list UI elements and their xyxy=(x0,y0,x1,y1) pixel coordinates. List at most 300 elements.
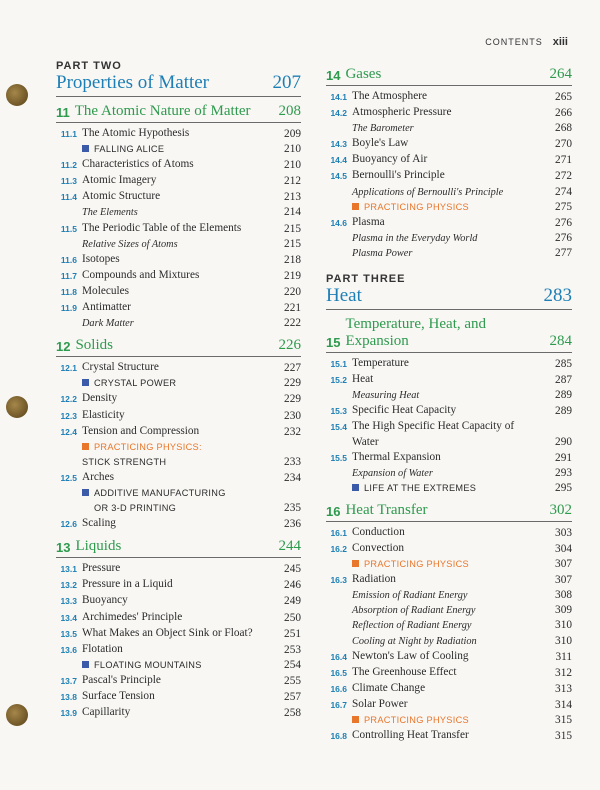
entry-page: 235 xyxy=(284,502,301,515)
entry-title: Tension and Compression xyxy=(82,424,200,437)
section-number: 16.1 xyxy=(330,527,347,538)
entry-text-wrap xyxy=(82,221,267,237)
entry-title: LIFE AT THE EXTREMES xyxy=(364,482,477,493)
toc-section-entry[interactable] xyxy=(56,689,301,705)
entry-title: Convection xyxy=(352,541,405,554)
toc-feature-box-entry[interactable] xyxy=(326,481,572,496)
toc-section-entry[interactable] xyxy=(56,157,301,173)
entry-text-wrap xyxy=(352,105,538,121)
section-number xyxy=(326,603,352,618)
entry-page: 209 xyxy=(284,128,301,140)
toc-feature-box-entry[interactable] xyxy=(56,376,301,391)
chapter-heading[interactable] xyxy=(326,66,572,86)
chapter-title: Heat Transfer xyxy=(345,501,428,518)
entry-title: Radiation xyxy=(352,573,396,586)
toc-section-entry[interactable] xyxy=(56,577,301,593)
square-bullet-icon xyxy=(82,145,89,152)
entry-page: 215 xyxy=(284,237,301,250)
toc-section-entry[interactable] xyxy=(326,372,572,388)
entry-text-wrap xyxy=(82,252,267,268)
entry-title: Buoyancy xyxy=(82,594,128,607)
entry-page: 214 xyxy=(284,206,301,219)
section-number: 12.3 xyxy=(60,410,77,421)
toc-section-entry[interactable] xyxy=(326,89,572,105)
entry-page: 227 xyxy=(284,362,301,375)
toc-section-entry[interactable] xyxy=(56,561,301,577)
toc-section-entry[interactable] xyxy=(326,136,572,152)
toc-subsection-entry[interactable] xyxy=(326,634,572,649)
entry-text-wrap xyxy=(352,557,538,572)
entry-text-wrap xyxy=(352,185,538,200)
section-number: 12.5 xyxy=(60,472,77,483)
section-number: 14.4 xyxy=(330,155,347,166)
entry-page: 313 xyxy=(555,682,572,695)
entry-page: 255 xyxy=(284,674,301,687)
toc-subsection-entry[interactable] xyxy=(326,603,572,618)
section-number: 13.3 xyxy=(60,596,77,607)
entry-text-wrap xyxy=(352,450,538,466)
section-number: 16.2 xyxy=(330,543,347,554)
entry-title: PRACTICING PHYSICS xyxy=(364,715,469,725)
binder-hole-bottom xyxy=(6,704,28,726)
section-number: 12.4 xyxy=(60,426,77,437)
toc-subsection-entry[interactable] xyxy=(326,121,572,136)
toc-subsection-entry[interactable] xyxy=(56,205,301,220)
square-bullet-icon xyxy=(352,203,359,210)
entry-text-wrap xyxy=(352,588,538,603)
toc-section-entry[interactable] xyxy=(56,610,301,626)
section-number: 16.8 xyxy=(330,731,347,742)
section-number: 15.5 xyxy=(330,452,347,463)
chapter-page: 264 xyxy=(549,66,572,82)
toc-section-entry[interactable] xyxy=(326,665,572,681)
toc-section-entry[interactable] xyxy=(56,626,301,642)
section-number xyxy=(56,205,82,220)
entry-page: 245 xyxy=(284,563,301,576)
entry-page: 293 xyxy=(555,466,572,479)
entry-text-wrap xyxy=(352,665,538,681)
entry-title: Relative Sizes of Atoms xyxy=(82,238,178,250)
entry-page: 277 xyxy=(555,246,572,259)
entry-title: Surface Tension xyxy=(82,690,155,702)
section-number: 11.7 xyxy=(60,270,77,281)
entry-title: CRYSTAL POWER xyxy=(94,378,177,389)
section-number xyxy=(56,376,82,391)
toc-feature-box-entry[interactable] xyxy=(56,142,301,157)
entry-title: Molecules xyxy=(82,284,130,297)
entry-page: 210 xyxy=(284,143,301,156)
entry-text-wrap xyxy=(82,360,267,376)
section-number: 16.7 xyxy=(330,699,347,710)
entry-page: 249 xyxy=(284,595,301,608)
entry-text-wrap xyxy=(82,561,267,577)
entry-page: 304 xyxy=(555,542,572,555)
entry-page: 274 xyxy=(555,185,572,198)
entry-title: Expansion of Water xyxy=(352,467,433,479)
part-page: 207 xyxy=(272,72,301,93)
chapter-title: Liquids xyxy=(75,538,122,555)
section-number: 16.3 xyxy=(330,575,347,586)
toc-feature-box-entry[interactable] xyxy=(56,658,301,673)
toc-section-entry[interactable] xyxy=(56,516,301,532)
section-number: 16.5 xyxy=(330,667,347,678)
entry-title-continued: STICK STRENGTH xyxy=(82,456,167,467)
toc-section-entry[interactable] xyxy=(56,424,301,440)
chapter-title: Solids xyxy=(75,337,113,354)
entry-text-wrap xyxy=(82,408,267,424)
entry-text-wrap xyxy=(82,705,267,721)
entry-text-wrap xyxy=(82,284,267,300)
toc-section-entry[interactable] xyxy=(56,284,301,300)
toc-practicing-physics-entry[interactable] xyxy=(56,440,301,470)
toc-section-entry[interactable] xyxy=(326,105,572,121)
section-number: 13.6 xyxy=(60,644,77,655)
entry-page: 310 xyxy=(555,634,572,647)
section-number: 11.3 xyxy=(60,176,77,187)
section-number: 11.9 xyxy=(60,303,77,314)
entry-text-wrap xyxy=(82,142,267,157)
entry-text-wrap xyxy=(82,689,267,705)
section-number xyxy=(56,440,82,470)
entry-text-wrap xyxy=(82,440,267,470)
toc-section-entry[interactable] xyxy=(326,356,572,372)
toc-section-entry[interactable] xyxy=(326,403,572,419)
toc-section-entry[interactable] xyxy=(326,572,572,588)
square-bullet-icon xyxy=(82,443,89,450)
entry-title: Antimatter xyxy=(82,301,131,314)
entry-page: 234 xyxy=(284,471,301,484)
part-heading xyxy=(326,285,572,310)
entry-page: 219 xyxy=(284,269,301,282)
entry-page: 266 xyxy=(555,107,572,120)
section-number xyxy=(326,588,352,603)
entry-text-wrap xyxy=(352,525,538,541)
section-number: 13.9 xyxy=(60,708,77,719)
entry-text-wrap xyxy=(82,237,267,252)
entry-text-wrap xyxy=(352,697,538,713)
entry-title: Dark Matter xyxy=(82,318,134,330)
toc-section-entry[interactable] xyxy=(56,126,301,142)
toc-subsection-entry[interactable] xyxy=(56,237,301,252)
left-chapters xyxy=(56,103,301,721)
section-number: 14.6 xyxy=(330,217,347,228)
entry-text-wrap xyxy=(352,372,538,388)
section-number xyxy=(326,634,352,649)
entry-text-wrap xyxy=(82,173,267,189)
toc-section-entry[interactable] xyxy=(326,215,572,231)
toc-section-entry[interactable] xyxy=(326,541,572,557)
entry-text-wrap xyxy=(352,541,538,557)
section-number: 11.5 xyxy=(60,223,77,234)
entry-text-wrap xyxy=(352,121,538,136)
toc-section-entry[interactable] xyxy=(326,697,572,713)
entry-title: Measuring Heat xyxy=(352,390,420,402)
toc-subsection-entry[interactable] xyxy=(326,588,572,603)
entry-title: Solar Power xyxy=(352,697,408,710)
section-number: 13.8 xyxy=(60,692,77,702)
toc-section-entry[interactable] xyxy=(56,173,301,189)
entry-title: PRACTICING PHYSICS xyxy=(364,201,469,212)
entry-text-wrap xyxy=(82,424,267,440)
entry-text-wrap xyxy=(82,658,267,673)
chapter-number: 13 xyxy=(56,540,71,556)
chapter-heading[interactable] xyxy=(56,103,301,123)
entry-text-wrap xyxy=(352,618,538,633)
running-header xyxy=(485,36,568,48)
section-number: 13.7 xyxy=(60,675,77,686)
entry-title: Plasma Power xyxy=(352,247,413,259)
toc-practicing-physics-entry[interactable] xyxy=(326,557,572,572)
entry-text-wrap xyxy=(82,673,267,689)
chapter-heading[interactable] xyxy=(326,502,572,522)
entry-text-wrap xyxy=(82,126,267,142)
entry-title: Pressure in a Liquid xyxy=(82,578,173,591)
section-number xyxy=(326,121,352,136)
entry-title: ADDITIVE MANUFACTURING xyxy=(94,487,226,498)
chapter-number: 11 xyxy=(56,105,70,120)
chapter-heading[interactable] xyxy=(56,337,301,357)
section-number xyxy=(56,658,82,673)
entry-title: The High Specific Heat Capacity of Water xyxy=(352,420,515,448)
entry-page: 210 xyxy=(284,159,301,172)
chapter-page: 244 xyxy=(278,538,301,555)
entry-text-wrap xyxy=(352,356,538,372)
section-number: 15.1 xyxy=(330,359,347,370)
left-column xyxy=(56,60,301,721)
entry-page: 236 xyxy=(284,518,301,531)
chapter-heading[interactable] xyxy=(326,316,572,353)
entry-page: 212 xyxy=(284,175,301,188)
entry-text-wrap xyxy=(82,626,267,642)
toc-section-entry[interactable] xyxy=(56,673,301,689)
section-number xyxy=(326,231,352,246)
entry-title: PRACTICING PHYSICS xyxy=(364,559,469,570)
section-number: 15.4 xyxy=(330,422,347,433)
entry-page: 250 xyxy=(284,611,301,624)
entry-page: 258 xyxy=(284,707,301,720)
chapter-title: Temperature, Heat, and Expansion xyxy=(345,316,487,350)
entry-page: 275 xyxy=(555,200,572,213)
section-number: 16.6 xyxy=(330,683,347,694)
section-number: 13.5 xyxy=(60,628,77,639)
section-number xyxy=(326,618,352,633)
chapter-title: The Atomic Nature of Matter xyxy=(74,103,251,119)
toc-section-entry[interactable] xyxy=(56,408,301,424)
section-number xyxy=(326,246,352,261)
toc-subsection-entry[interactable] xyxy=(326,231,572,246)
toc-section-entry[interactable] xyxy=(56,642,301,658)
toc-section-entry[interactable] xyxy=(326,681,572,697)
entry-text-wrap xyxy=(352,419,538,449)
toc-section-entry[interactable] xyxy=(56,189,301,205)
entry-page: 229 xyxy=(284,377,301,390)
entry-text-wrap xyxy=(352,713,538,728)
section-number: 15.3 xyxy=(330,406,347,417)
section-number: 11.6 xyxy=(60,254,77,265)
entry-title: Reflection of Radiant Energy xyxy=(352,620,472,632)
square-bullet-icon xyxy=(82,379,89,386)
section-number xyxy=(326,466,352,481)
entry-title: Plasma in the Everyday World xyxy=(352,232,478,244)
entry-title: PRACTICING PHYSICS: xyxy=(94,441,202,452)
toc-section-entry[interactable] xyxy=(56,705,301,721)
entry-title: Pascal's Principle xyxy=(82,673,161,686)
chapter-number: 12 xyxy=(56,339,71,355)
section-number xyxy=(326,200,352,215)
toc-section-entry[interactable] xyxy=(56,391,301,407)
entry-page: 215 xyxy=(284,222,301,235)
entry-text-wrap xyxy=(82,268,267,284)
entry-text-wrap xyxy=(352,634,538,649)
chapter-14 xyxy=(326,66,572,261)
entry-text-wrap xyxy=(82,157,267,173)
toc-practicing-physics-entry[interactable] xyxy=(326,200,572,215)
toc-section-entry[interactable] xyxy=(56,268,301,284)
entry-title: Atomic Imagery xyxy=(82,174,157,187)
entry-title-continued: OR 3-D PRINTING xyxy=(94,503,177,514)
entry-text-wrap xyxy=(82,610,267,626)
entry-text-wrap xyxy=(352,603,538,618)
square-bullet-icon xyxy=(352,484,359,491)
toc-section-entry[interactable] xyxy=(56,300,301,316)
square-bullet-icon xyxy=(82,489,89,496)
section-number: 13.2 xyxy=(60,580,77,591)
toc-section-entry[interactable] xyxy=(326,152,572,168)
entry-page: 312 xyxy=(555,666,572,679)
entry-text-wrap xyxy=(352,388,538,403)
toc-subsection-entry[interactable] xyxy=(56,316,301,331)
square-bullet-icon xyxy=(82,661,89,668)
section-number: 11.1 xyxy=(60,129,77,139)
toc-subsection-entry[interactable] xyxy=(326,388,572,403)
toc-section-entry[interactable] xyxy=(326,728,572,744)
section-number xyxy=(326,557,352,572)
toc-practicing-physics-entry[interactable] xyxy=(326,713,572,728)
chapter-16 xyxy=(326,502,572,744)
entry-title: Atmospheric Pressure xyxy=(352,106,452,119)
toc-section-entry[interactable] xyxy=(326,450,572,466)
chapter-page: 226 xyxy=(278,337,301,354)
entry-page: 290 xyxy=(555,435,572,448)
entry-page: 271 xyxy=(555,154,572,167)
toc-section-entry[interactable] xyxy=(326,649,572,665)
entry-title: The Elements xyxy=(82,207,138,219)
entry-text-wrap xyxy=(352,246,538,261)
entry-text-wrap xyxy=(352,200,538,215)
header-label: CONTENTS xyxy=(485,37,543,47)
header-page-number: xiii xyxy=(552,36,568,48)
chapter-heading[interactable] xyxy=(56,538,301,558)
entry-text-wrap xyxy=(352,152,538,168)
entry-page: 308 xyxy=(555,589,572,602)
section-number: 12.1 xyxy=(60,363,77,374)
entry-title: FLOATING MOUNTAINS xyxy=(94,659,202,670)
section-number: 13.1 xyxy=(60,564,77,575)
chapter-page: 284 xyxy=(549,333,572,350)
chapter-15 xyxy=(326,316,572,496)
entry-text-wrap xyxy=(352,215,538,231)
entry-page: 233 xyxy=(284,455,301,468)
toc-section-entry[interactable] xyxy=(326,168,572,184)
entry-text-wrap xyxy=(82,316,267,331)
toc-section-entry[interactable] xyxy=(56,360,301,376)
entry-text-wrap xyxy=(352,649,538,665)
entry-title: Isotopes xyxy=(82,252,120,265)
toc-section-entry[interactable] xyxy=(56,470,301,486)
toc-section-entry[interactable] xyxy=(326,419,572,449)
entry-title: Atomic Structure xyxy=(82,190,161,203)
binder-hole-middle xyxy=(6,396,28,418)
entry-text-wrap xyxy=(352,481,538,496)
toc-subsection-entry[interactable] xyxy=(326,618,572,633)
part-title: Heat xyxy=(326,285,362,307)
entry-text-wrap xyxy=(352,681,538,697)
entry-title: Flotation xyxy=(82,642,123,655)
entry-page: 310 xyxy=(555,619,572,632)
entry-page: 213 xyxy=(284,191,301,204)
entry-title: Absorption of Radiant Energy xyxy=(352,605,476,617)
section-number: 14.5 xyxy=(330,171,347,182)
part-label: PART THREE xyxy=(326,273,406,286)
entry-text-wrap xyxy=(82,391,267,407)
section-number: 12.2 xyxy=(60,394,77,405)
right-chapter-14 xyxy=(326,66,572,261)
entry-text-wrap xyxy=(82,189,267,205)
entry-page: 285 xyxy=(555,358,572,371)
entry-title: Heat xyxy=(352,373,374,386)
entry-page: 314 xyxy=(555,698,572,711)
section-number xyxy=(326,481,352,496)
entry-title: Density xyxy=(82,392,118,405)
chapter-12 xyxy=(56,337,301,532)
entry-title: Compounds and Mixtures xyxy=(82,268,200,281)
entry-text-wrap xyxy=(352,728,538,744)
entry-title: Crystal Structure xyxy=(82,361,159,374)
right-chapters xyxy=(326,316,572,744)
entry-title: Bernoulli's Principle xyxy=(352,169,445,182)
entry-title: The Greenhouse Effect xyxy=(352,665,457,678)
toc-subsection-entry[interactable] xyxy=(326,466,572,481)
part-page: 283 xyxy=(543,285,572,307)
entry-title: What Makes an Object Sink or Float? xyxy=(82,626,253,639)
entry-page: 276 xyxy=(555,216,572,229)
entry-page: 315 xyxy=(555,730,572,743)
right-column xyxy=(326,60,572,744)
toc-subsection-entry[interactable] xyxy=(326,246,572,261)
toc-section-entry[interactable] xyxy=(326,525,572,541)
entry-title: Controlling Heat Transfer xyxy=(352,729,469,742)
section-number xyxy=(56,237,82,252)
toc-feature-box-entry[interactable] xyxy=(56,486,301,516)
toc-section-entry[interactable] xyxy=(56,593,301,609)
entry-page: 251 xyxy=(284,627,301,640)
entry-text-wrap xyxy=(82,516,267,532)
entry-title: Arches xyxy=(82,470,114,483)
entry-page: 257 xyxy=(284,691,301,703)
section-number xyxy=(56,486,82,516)
toc-section-entry[interactable] xyxy=(56,252,301,268)
entry-page: 253 xyxy=(284,643,301,656)
toc-section-entry[interactable] xyxy=(56,221,301,237)
toc-subsection-entry[interactable] xyxy=(326,185,572,200)
section-number: 14.2 xyxy=(330,108,347,119)
entry-title: Cooling at Night by Radiation xyxy=(352,635,477,647)
section-number xyxy=(326,388,352,403)
square-bullet-icon xyxy=(352,716,359,723)
entry-text-wrap xyxy=(352,89,538,105)
section-number: 13.4 xyxy=(60,612,77,623)
entry-text-wrap xyxy=(82,376,267,391)
